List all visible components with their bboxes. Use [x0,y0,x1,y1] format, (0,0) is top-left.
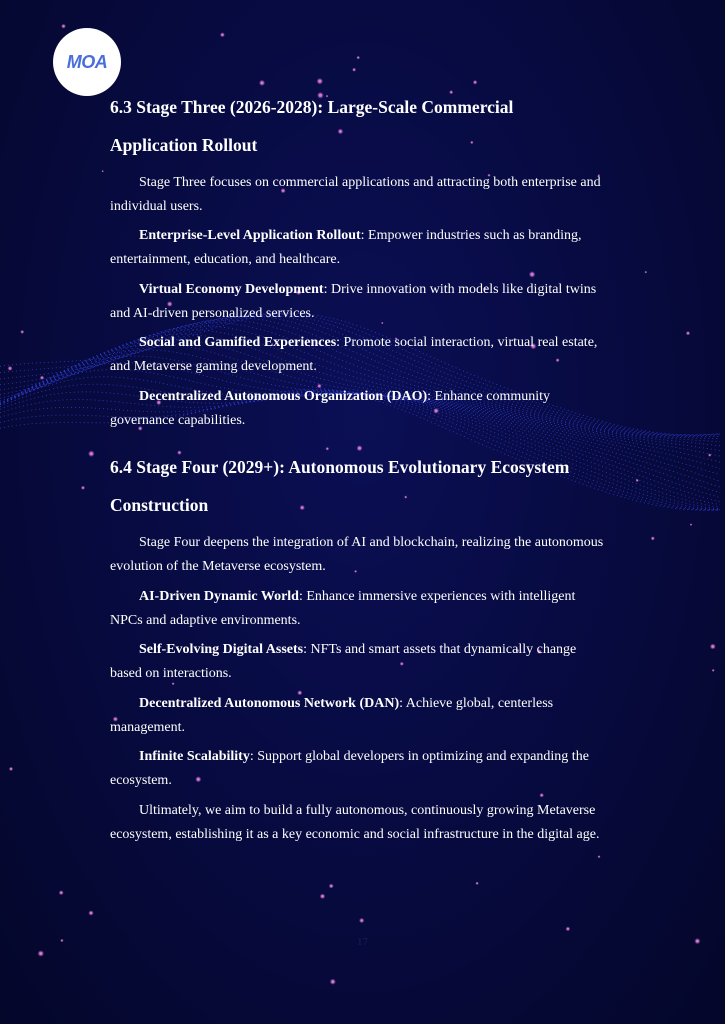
sparkle-core [61,940,63,942]
sparkle-core [598,856,599,857]
sparkle-core [652,537,654,539]
section-6-4-heading-line1: 6.4 Stage Four (2029+): Autonomous Evolutionary Ecosystem [110,457,570,477]
sparkle-core [39,952,42,955]
sparkle-core [474,81,476,83]
sparkle-core [62,25,64,27]
sparkle-core [645,272,646,273]
sparkle-core [567,928,569,930]
section-6-4-item: Self-Evolving Digital Assets: NFTs and smart assets that dynamically change based on interactions. [110,642,577,681]
sparkle-core [321,895,324,898]
sparkle-core [353,69,355,71]
moa-logo [53,28,121,96]
sparkle-core [330,885,332,887]
sparkle-core [221,34,223,36]
sparkle-core [696,940,699,943]
section-6-4-intro: Stage Four deepens the integration of AI and blockchain, realizing the autonomous evolution of the Metaverse ecosystem. [110,535,604,574]
sparkle-core [331,980,334,983]
sparkle-core [82,487,84,489]
sparkle-core [361,919,363,921]
sparkle-core [476,883,478,885]
sparkle-core [709,454,711,456]
sparkle-core [21,331,23,333]
sparkle-core [90,452,93,455]
sparkle-core [9,367,11,369]
sparkle-core [60,892,62,894]
sparkle-core [541,794,543,796]
sparkle-core [102,171,103,172]
section-6-3-item: Social and Gamified Experiences: Promote social interaction, virtual real estate, and Metaverse gaming development. [110,335,598,374]
section-6-4-heading-line2: Construction [110,495,209,515]
sparkle-core [636,480,638,482]
sparkle-core [690,524,691,525]
section-6-3-heading-line2: Application Rollout [110,135,258,155]
sparkle-core [687,332,689,334]
section-6-4-item: AI-Driven Dynamic World: Enhance immersive experiences with intelligent NPCs and adaptive environments. [110,589,576,628]
sparkle-core [10,768,12,770]
section-6-4-item: Decentralized Autonomous Network (DAN): Achieve global, centerless management. [110,696,554,735]
sparkle-core [261,82,264,85]
page-number: 17 [357,936,368,948]
section-6-3-heading-line1: 6.3 Stage Three (2026-2028): Large-Scale Commercial [110,97,514,117]
sparkle-core [713,670,714,671]
sparkle-core [711,645,714,648]
section-6-4-closing: Ultimately, we aim to build a fully autonomous, continuously growing Metaverse ecosystem, establishing it as a key economic and social infrastructure in the digital age. [110,803,600,842]
sparkle-core [357,57,359,59]
section-6-3-item: Enterprise-Level Application Rollout: Empower industries such as branding, entertainment, education, and healthcare. [110,228,582,267]
sparkle-core [41,377,43,379]
section-6-3-intro: Stage Three focuses on commercial applications and attracting both enterprise and individual users. [110,175,601,214]
section-6-3-item: Decentralized Autonomous Organization (DAO): Enhance community governance capabilities. [110,389,551,428]
section-6-4-item: Infinite Scalability: Support global developers in optimizing and expanding the ecosystem. [110,749,589,788]
logo-text: MOA [66,51,108,72]
sparkle-core [531,273,534,276]
sparkle-core [318,80,321,83]
sparkle-core [90,912,92,914]
section-6-3-item: Virtual Economy Development: Drive innovation with models like digital twins and AI-driven personalized services. [110,282,597,321]
